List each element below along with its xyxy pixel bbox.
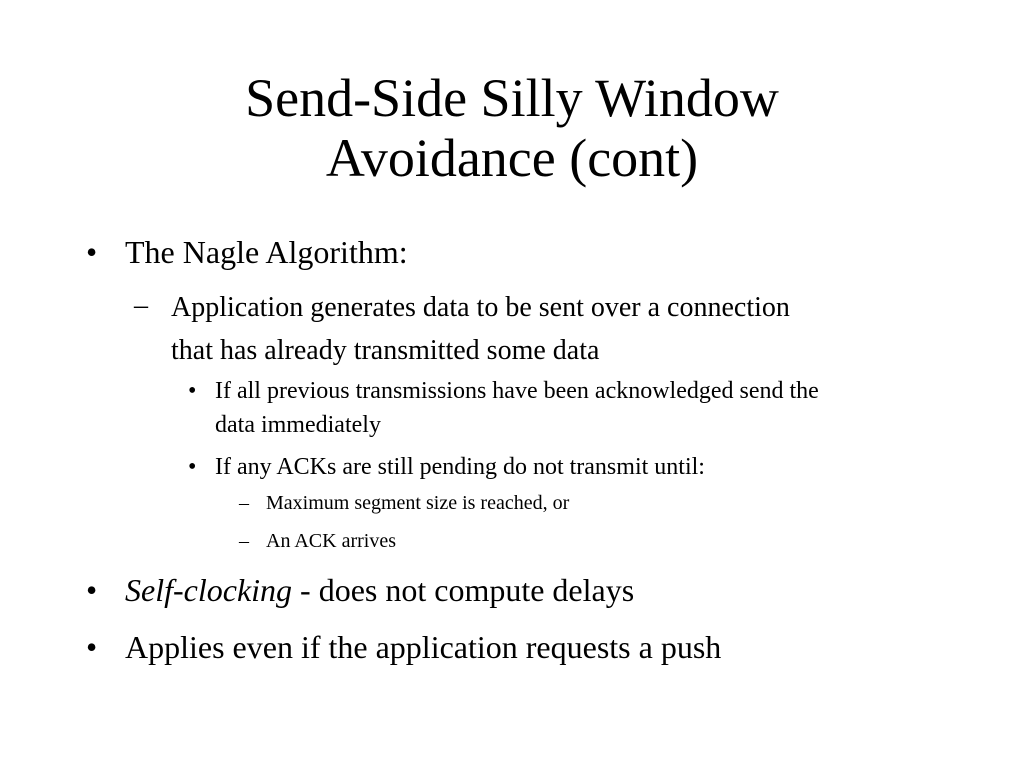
slide-title-line-2: Avoidance (cont) [325, 128, 699, 188]
subbullet-marker: – [134, 290, 148, 321]
leaf-bullet-marker: – [239, 530, 249, 552]
bullet-rest-text: - does not compute delays [292, 572, 635, 608]
subsubbullet-text: If any ACKs are still pending do not transmit until: [215, 454, 705, 480]
leaf-bullet-marker: – [239, 492, 249, 514]
subbullet-text-line-1: Application generates data to be sent over a connection [171, 292, 790, 323]
subsubbullet-marker: • [188, 454, 197, 480]
subsubbullet-text-line-1: If all previous transmissions have been acknowledged send the [215, 378, 819, 404]
bullet-text: The Nagle Algorithm: [125, 234, 408, 270]
subbullet-text-line-2: that has already transmitted some data [171, 335, 600, 366]
bullet-text [125, 571, 634, 609]
slide-title-line-1: Send-Side Silly Window [245, 68, 779, 128]
bullet-marker: • [86, 572, 98, 608]
bullet-marker: • [86, 629, 98, 665]
leaf-bullet-text: Maximum segment size is reached, or [266, 492, 570, 514]
subsubbullet-text-line-2: data immediately [215, 412, 381, 438]
leaf-bullet-text: An ACK arrives [266, 530, 396, 552]
bullet-text: Applies even if the application requests a push [125, 629, 722, 665]
bullet-emphasis-text: Self-clocking [125, 572, 293, 608]
subsubbullet-marker: • [188, 378, 197, 404]
bullet-marker: • [86, 234, 98, 270]
